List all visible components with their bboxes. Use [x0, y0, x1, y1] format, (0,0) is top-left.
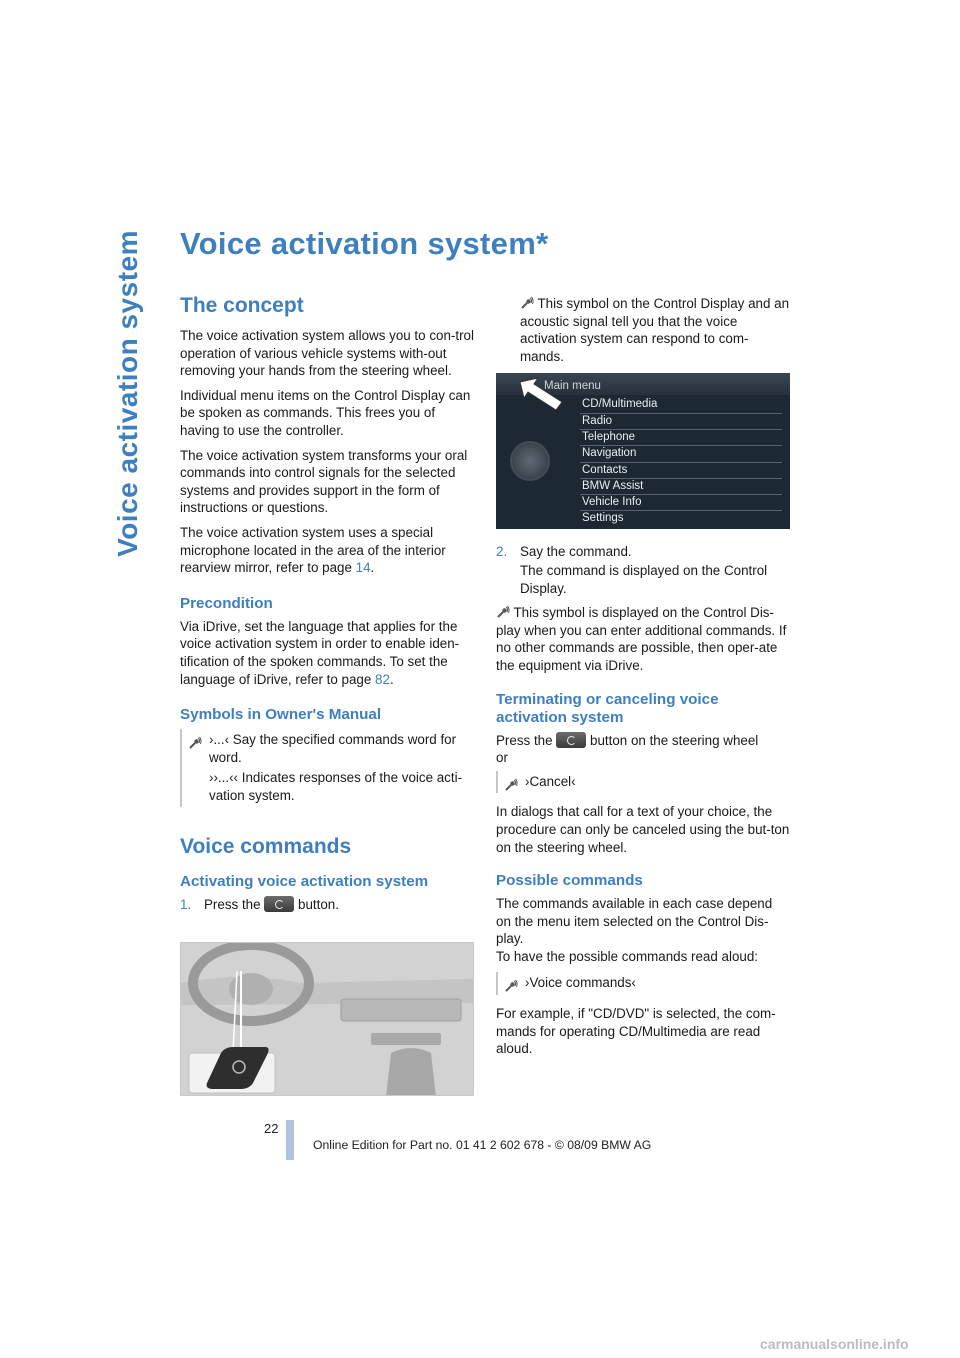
car-interior-illustration — [181, 943, 474, 1096]
footer-edition: Online Edition for Part no. 01 41 2 602 678 - © 08/09 BMW AG — [313, 1138, 652, 1152]
control-display-figure — [496, 373, 790, 529]
symbol-say-words: ›...‹ Say the specified commands word for word. — [209, 732, 457, 765]
page-link-82[interactable]: 82 — [375, 671, 390, 687]
dialogs-paragraph: In dialogs that call for a text of your choice, the procedure can only be canceled using the but-ton on the steering wheel. — [496, 804, 790, 855]
example-paragraph: For example, if "CD/DVD" is selected, the com-mands for operating CD/Multimedia are read aloud. — [496, 1006, 776, 1057]
menu-item: CD/Multimedia — [580, 397, 782, 413]
cancel-command-box — [496, 771, 790, 794]
menu-item: Settings — [582, 512, 624, 525]
voice-button-icon — [556, 732, 586, 748]
possible-commands-heading: Possible commands — [496, 872, 643, 890]
page-number: 22 — [264, 1121, 279, 1136]
terminating-heading: Terminating or canceling voice activation system — [496, 690, 719, 726]
symbol-responses: ››...‹‹ Indicates responses of the voice acti-vation system. — [209, 770, 463, 803]
possible-paragraph-1: The commands available in each case depend on the menu item selected on the Control Dis-play. — [496, 896, 773, 947]
terminate-press: Press the button on the steering wheel — [496, 732, 759, 748]
left-column — [180, 294, 474, 921]
menu-header: Main menu — [544, 380, 601, 393]
voice-commands-command: ›Voice commands‹ — [525, 975, 636, 991]
steering-wheel-figure — [180, 942, 474, 1096]
page-title: Voice activation system* — [180, 226, 549, 261]
voice-mic-icon — [504, 979, 518, 993]
menu-list — [580, 397, 782, 527]
cancel-command: ›Cancel‹ — [525, 773, 576, 789]
symbols-box — [180, 729, 474, 807]
voice-mic-icon — [496, 605, 510, 619]
voice-mic-icon — [504, 778, 518, 792]
footer-bar — [286, 1120, 294, 1160]
step-1: 1. Press the button. — [180, 897, 339, 913]
concept-paragraph-1: The voice activation system allows you to con-trol operation of various vehicle systems with-out removing your hands from the steering wheel. — [180, 328, 474, 379]
possible-paragraph-2: To have the possible commands read aloud: — [496, 948, 759, 964]
concept-heading: The concept — [180, 294, 304, 317]
menu-item: Contacts — [580, 463, 782, 479]
menu-item: BMW Assist — [580, 479, 782, 495]
additional-commands-note: This symbol is displayed on the Control Dis-play when you can enter additional commands. If no other commands are possible, then oper-ate the equipment via iDrive. — [496, 605, 787, 673]
pointer-arrow-icon — [518, 376, 564, 412]
menu-item: Vehicle Info — [580, 495, 782, 511]
concept-paragraph-3: The voice activation system transforms your oral commands into control signals for the selected systems and provides support in the form of instructions or questions. — [180, 447, 468, 516]
page-link-14[interactable]: 14 — [355, 560, 371, 576]
menu-item: Radio — [580, 414, 782, 430]
step-2: 2. Say the command. — [496, 544, 632, 560]
precondition-paragraph: Via iDrive, set the language that applies for the voice activation system in order to enable iden-tification of the spoken commands. To set the language of iDrive, refer to page 82. — [180, 618, 460, 687]
right-column — [496, 295, 790, 1065]
step-2-detail: The command is displayed on the Control Display. — [520, 562, 768, 596]
precondition-heading: Precondition — [180, 594, 273, 612]
controller-knob-icon — [510, 441, 550, 481]
menu-item: Navigation — [580, 446, 782, 462]
voice-mic-icon — [520, 296, 534, 310]
concept-paragraph-4: The voice activation system uses a special microphone located in the area of the interior rearview mirror, refer to page 14. — [180, 524, 446, 576]
optional-equipment-mark: * — [536, 226, 549, 261]
concept-paragraph-2: Individual menu items on the Control Display can be spoken as commands. This frees you of having to use the controller. — [180, 387, 471, 438]
symbol-note: This symbol on the Control Display and an acoustic signal tell you that the voice activation system can respond to com-mands. — [520, 296, 790, 364]
voice-mic-icon — [188, 736, 202, 750]
symbols-heading: Symbols in Owner's Manual — [180, 706, 382, 724]
menu-item: Telephone — [580, 430, 782, 446]
side-tab-chapter: Voice activation system — [112, 230, 143, 557]
voice-commands-box — [496, 972, 790, 995]
voice-button-icon — [264, 896, 294, 912]
terminate-or: or — [496, 750, 508, 766]
activating-heading: Activating voice activation system — [180, 873, 429, 891]
voice-commands-heading: Voice commands — [180, 835, 352, 859]
watermark: carmanualsonline.info — [760, 1336, 909, 1352]
